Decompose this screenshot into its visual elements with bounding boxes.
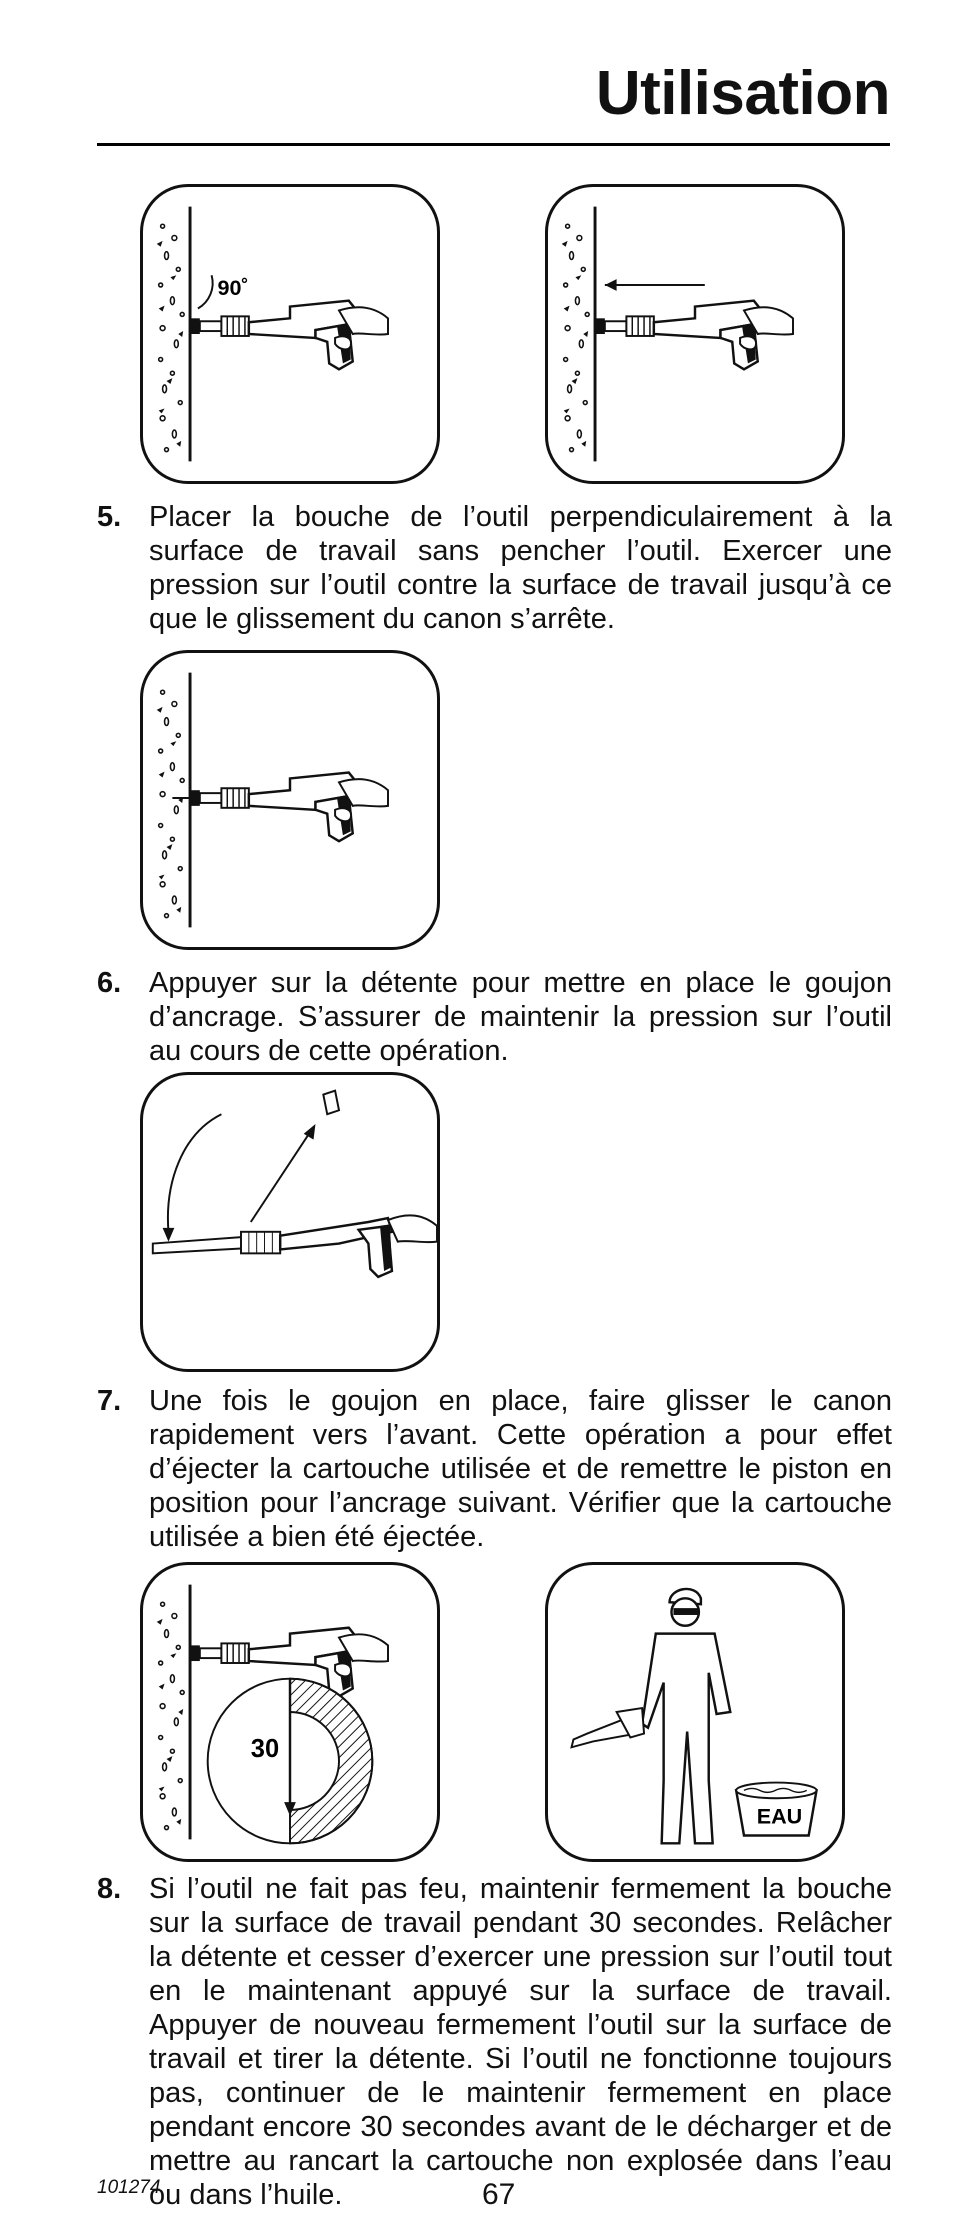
figure-eject-cartridge — [140, 1072, 440, 1372]
step-number: 5. — [97, 501, 122, 533]
step-6 — [97, 966, 892, 1068]
figure-operator-water-bucket — [545, 1562, 845, 1862]
timer-label: 30 — [250, 1735, 280, 1764]
step-8 — [97, 1872, 892, 2212]
figure-press-tool — [545, 184, 845, 484]
figure-pull-trigger — [140, 650, 440, 950]
angle-label: 90˚ — [217, 274, 249, 300]
step-number: 6. — [97, 967, 122, 999]
step-5 — [97, 500, 892, 636]
step-text: Une fois le goujon en place, faire glisser le canon rapidement vers l’avant. Cette opération a pour effet d’éjecter la cartouche utilisée et de remettre le piston en position pour l’ancrage suivant. Vérifier que la cartouche utilisée a bien été éjectée. — [149, 1385, 892, 1553]
step-number: 8. — [97, 1873, 122, 1905]
page-title: Utilisation — [595, 59, 890, 128]
step-text: Appuyer sur la détente pour mettre en place le goujon d’ancrage. S’assurer de maintenir la pression sur l’outil au cours de cette opération. — [149, 967, 892, 1067]
step-text: Si l’outil ne fait pas feu, maintenir fermement la bouche sur la surface de travail pendant 30 secondes. Relâcher la détente et cesser d’exercer une pression sur l’outil tout en le maintenant appuyé sur la surface de travail. Appuyer de nouveau fermement l’outil sur la surface de travail et tirer la détente. Si l’outil ne fonctionne toujours pas, continuer de le maintenir fermement en place pendant encore 30 secondes avant de le décharger et de mettre au rancart la cartouche non explosée dans l’eau ou dans l’huile. — [149, 1873, 892, 2211]
step-number: 7. — [97, 1385, 122, 1417]
step-text: Placer la bouche de l’outil perpendiculairement à la surface de travail sans pencher l’outil. Exercer une pression sur l’outil contre la surface de travail jusqu’à ce que le glissement du canon s’arrête. — [149, 501, 892, 635]
step-7 — [97, 1384, 892, 1554]
figure-perpendicular-angle — [140, 184, 440, 484]
document-code: 101274 — [97, 2177, 161, 2198]
bucket-label: EAU — [756, 1803, 803, 1829]
page-number: 67 — [482, 2178, 516, 2211]
figure-wait-30-seconds — [140, 1562, 440, 1862]
title-rule — [97, 143, 890, 146]
